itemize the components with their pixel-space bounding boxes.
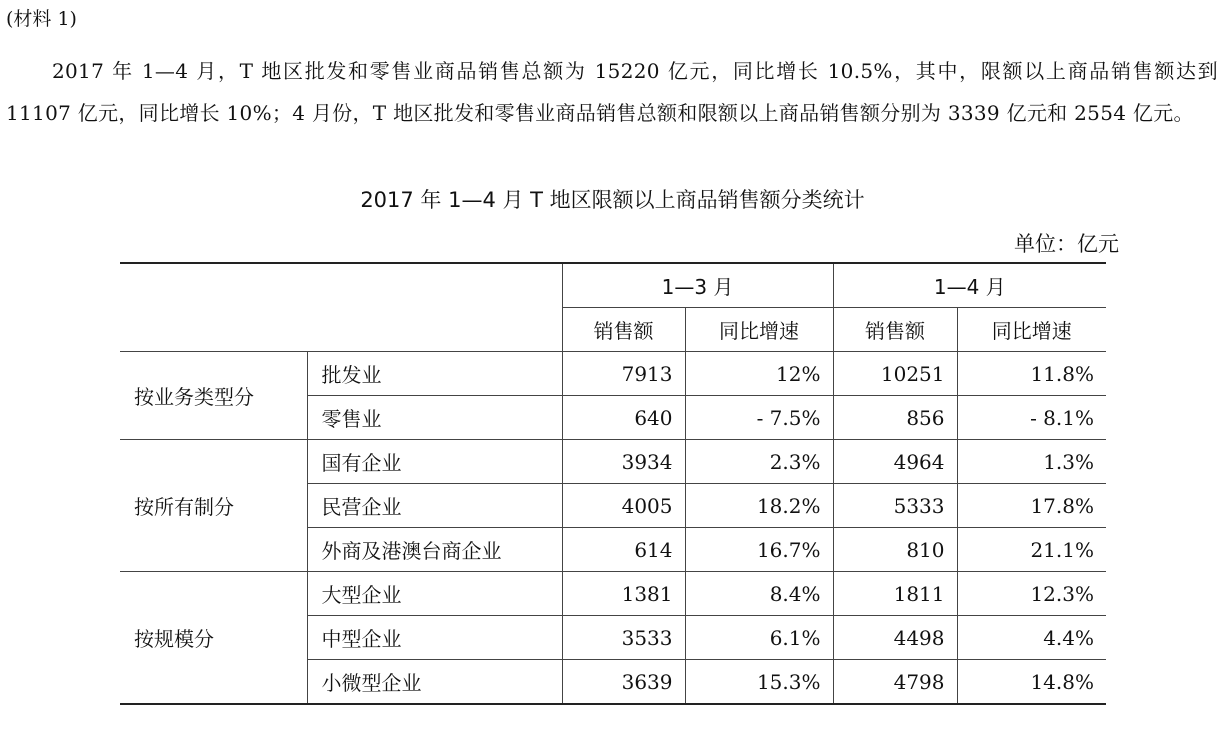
cell-q14-growth: 14.8% [957,660,1106,705]
cell-q13-growth: 8.4% [685,572,833,616]
row-category: 零售业 [307,396,562,440]
group-label: 按所有制分 [120,440,307,572]
table-row [120,440,1106,484]
row-category: 批发业 [307,352,562,396]
subheader-growth: 同比增速 [957,308,1106,352]
cell-q13-sales: 640 [562,396,685,440]
cell-q14-growth: 11.8% [957,352,1106,396]
period-header-q1-3: 1—3 月 [562,263,833,308]
subheader-sales: 销售额 [562,308,685,352]
table-unit: 单位：亿元 [1014,232,1119,256]
subheader-sales: 销售额 [833,308,957,352]
period-header-q1-4: 1—4 月 [833,263,1106,308]
row-category: 小微型企业 [307,660,562,705]
cell-q14-sales: 4964 [833,440,957,484]
cell-q14-sales: 10251 [833,352,957,396]
cell-q13-sales: 1381 [562,572,685,616]
cell-q14-sales: 4498 [833,616,957,660]
row-category: 大型企业 [307,572,562,616]
cell-q14-growth: 4.4% [957,616,1106,660]
cell-q13-growth: 15.3% [685,660,833,705]
cell-q13-growth: - 7.5% [685,396,833,440]
cell-q14-sales: 5333 [833,484,957,528]
cell-q13-sales: 3533 [562,616,685,660]
cell-q13-sales: 7913 [562,352,685,396]
table-row [120,572,1106,616]
cell-q13-sales: 3639 [562,660,685,705]
cell-q14-growth: 17.8% [957,484,1106,528]
cell-q14-growth: 1.3% [957,440,1106,484]
cell-q14-sales: 810 [833,528,957,572]
cell-q14-growth: 12.3% [957,572,1106,616]
cell-q13-growth: 6.1% [685,616,833,660]
cell-q13-growth: 12% [685,352,833,396]
row-category: 外商及港澳台商企业 [307,528,562,572]
intro-paragraph: 2017 年 1—4 月，T 地区批发和零售业商品销售总额为 15220 亿元，同比增长 10.5%，其中，限额以上商品销售额达到 11107 亿元，同比增长 10%；4 月份，T 地区批发和零售业商品销售总额和限额以上商品销售额分别为 3339 亿元和 2554 亿元。 [6,59,1218,125]
cell-q14-sales: 4798 [833,660,957,705]
cell-q13-sales: 3934 [562,440,685,484]
cell-q13-sales: 614 [562,528,685,572]
table-title: 2017 年 1—4 月 T 地区限额以上商品销售额分类统计 [360,188,865,212]
cell-q14-sales: 1811 [833,572,957,616]
header-row-periods [120,263,1106,308]
cell-q13-growth: 2.3% [685,440,833,484]
cell-q13-growth: 16.7% [685,528,833,572]
group-label: 按业务类型分 [120,352,307,440]
row-category: 民营企业 [307,484,562,528]
subheader-growth: 同比增速 [685,308,833,352]
cell-q14-growth: - 8.1% [957,396,1106,440]
sales-table [120,262,1106,705]
cell-q14-growth: 21.1% [957,528,1106,572]
group-label: 按规模分 [120,572,307,705]
table-row [120,352,1106,396]
row-category: 国有企业 [307,440,562,484]
cell-q14-sales: 856 [833,396,957,440]
cell-q13-growth: 18.2% [685,484,833,528]
header-corner [120,263,562,352]
cell-q13-sales: 4005 [562,484,685,528]
material-label: (材料 1) [6,8,77,30]
row-category: 中型企业 [307,616,562,660]
